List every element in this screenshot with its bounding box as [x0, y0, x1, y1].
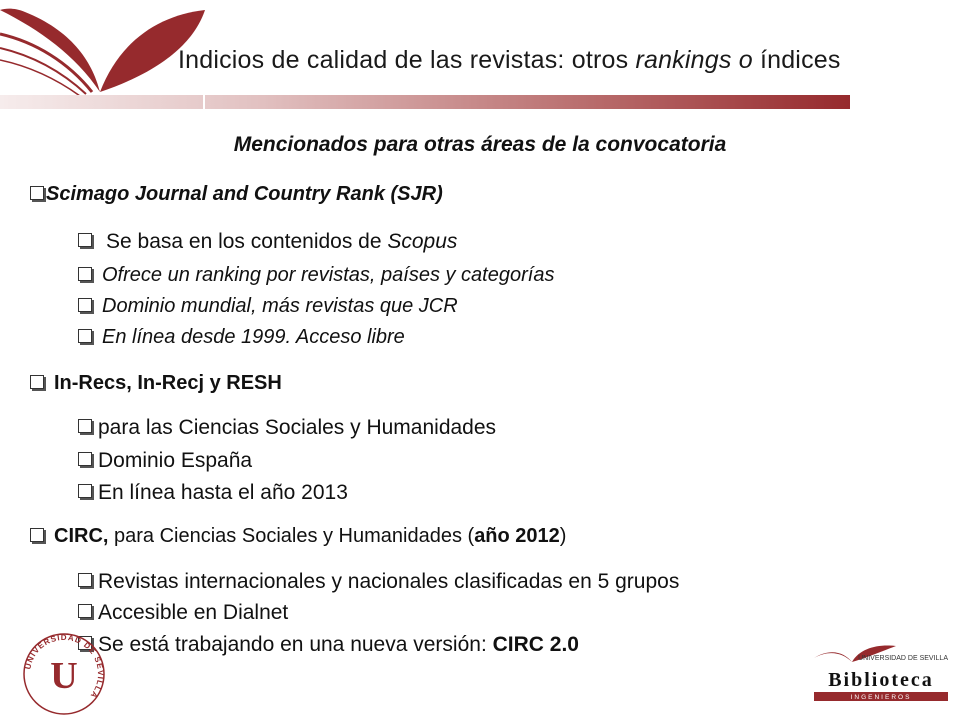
- list-item: Se basa en los contenidos de Scopus: [78, 230, 457, 254]
- list-item: Dominio mundial, más revistas que JCR: [78, 295, 458, 318]
- svg-text:UNIVERSIDAD DE SEVILLA: UNIVERSIDAD DE SEVILLA: [23, 632, 106, 701]
- biblioteca-logo: [808, 636, 954, 708]
- svg-text:INGENIEROS: INGENIEROS: [850, 694, 912, 701]
- svg-text:U: U: [50, 655, 78, 697]
- svg-text:UNIVERSIDAD DE SEVILLA: UNIVERSIDAD DE SEVILLA: [858, 655, 948, 662]
- list-item: Dominio España: [78, 449, 252, 473]
- subtitle: Mencionados para otras áreas de la convocatoria: [233, 133, 727, 156]
- list-item: Accesible en Dialnet: [78, 601, 288, 625]
- section-heading-sjr: Scimago Journal and Country Rank (SJR): [30, 183, 443, 206]
- section-heading-inrecs: In-Recs, In-Recj y RESH: [30, 372, 282, 395]
- checkbox-bullet-icon: [30, 528, 44, 542]
- checkbox-bullet-icon: [78, 233, 92, 247]
- page-title: Indicios de calidad de las revistas: otros rankings o índices: [178, 46, 841, 74]
- checkbox-bullet-icon: [78, 484, 92, 498]
- checkbox-bullet-icon: [78, 419, 92, 433]
- university-seal-logo: [18, 628, 110, 720]
- checkbox-bullet-icon: [30, 375, 44, 389]
- checkbox-bullet-icon: [78, 267, 92, 281]
- section-heading-circ: CIRC, para Ciencias Sociales y Humanidades (año 2012): [30, 525, 566, 548]
- checkbox-bullet-icon: [78, 452, 92, 466]
- list-item: En línea desde 1999. Acceso libre: [78, 326, 405, 349]
- checkbox-bullet-icon: [78, 604, 92, 618]
- list-item: para las Ciencias Sociales y Humanidades: [78, 416, 496, 440]
- checkbox-bullet-icon: [78, 329, 92, 343]
- checkbox-bullet-icon: [30, 186, 44, 200]
- list-item: Revistas internacionales y nacionales clasificadas en 5 grupos: [78, 570, 679, 594]
- checkbox-bullet-icon: [78, 573, 92, 587]
- title-bar: [0, 95, 850, 109]
- list-item: En línea hasta el año 2013: [78, 481, 348, 505]
- list-item: Se está trabajando en una nueva versión: CIRC 2.0: [78, 633, 579, 657]
- svg-text:Biblioteca: Biblioteca: [828, 669, 934, 691]
- checkbox-bullet-icon: [78, 298, 92, 312]
- list-item: Ofrece un ranking por revistas, países y categorías: [78, 264, 554, 287]
